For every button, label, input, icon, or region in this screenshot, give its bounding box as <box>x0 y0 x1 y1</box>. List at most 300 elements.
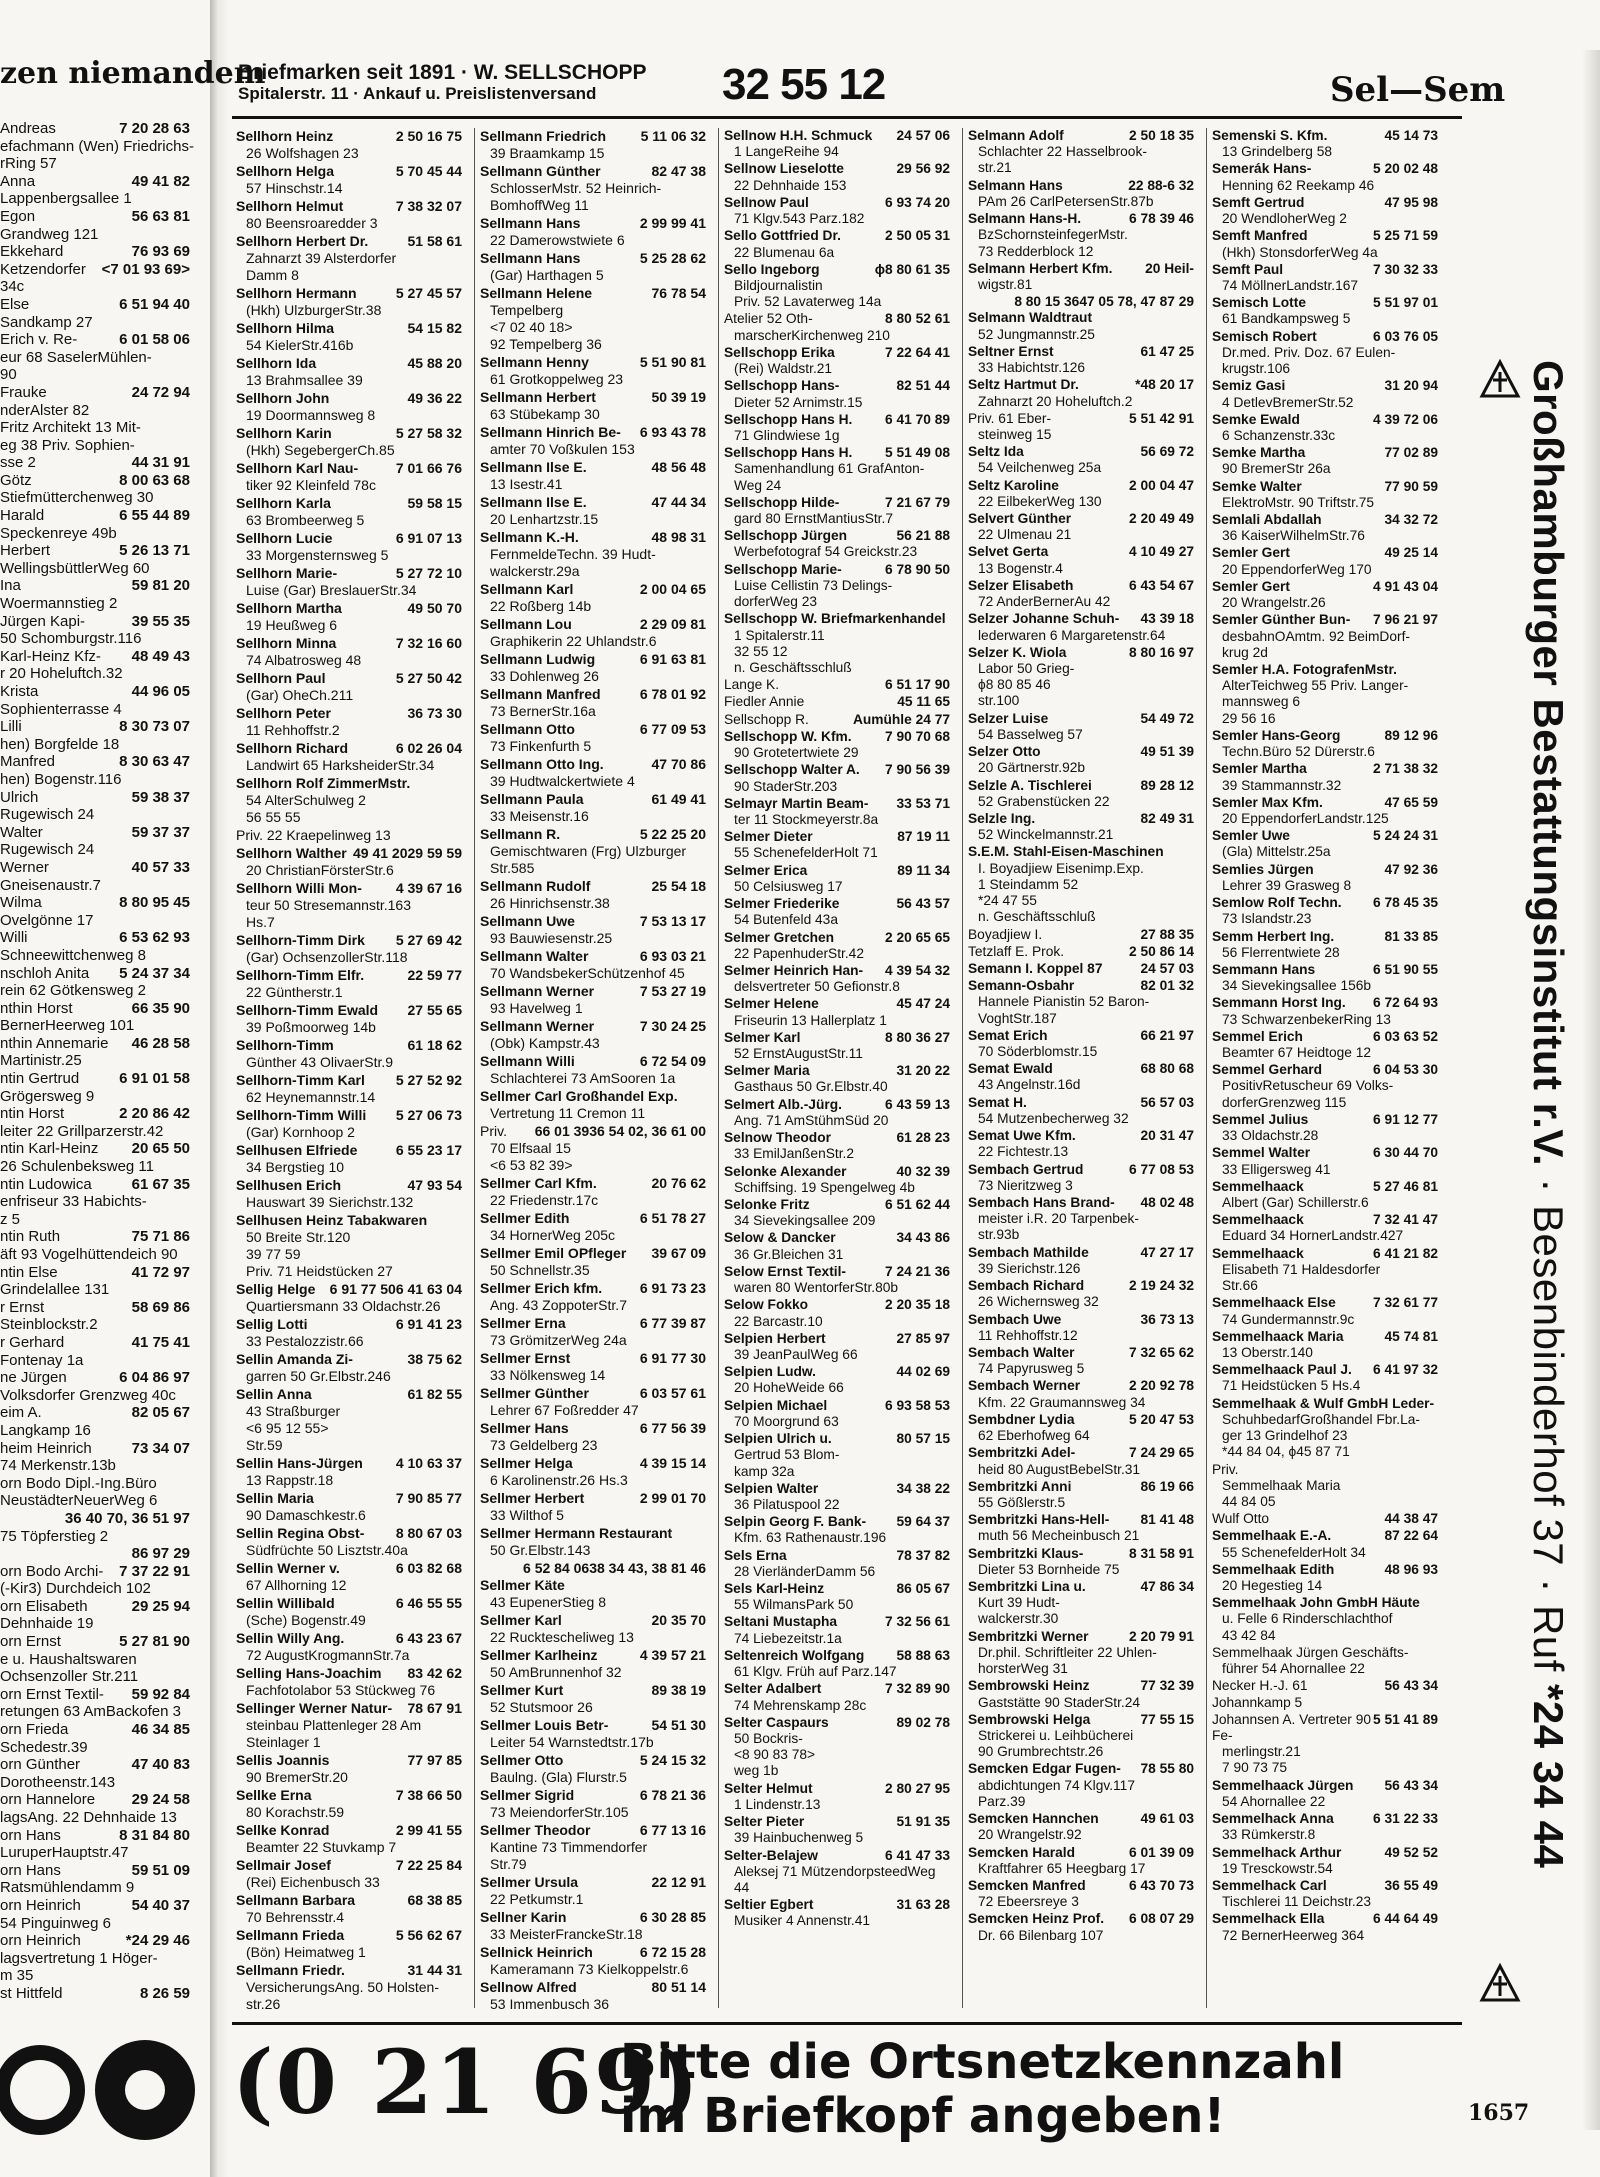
listing-phone: 87 19 11 <box>897 829 950 845</box>
left-listing-number: 59 92 84 <box>131 1685 190 1703</box>
listing-address: 7 90 73 75 <box>1222 1760 1287 1776</box>
listing-entry <box>1212 1062 1442 1111</box>
listing-entry <box>724 1897 954 1929</box>
left-listing-number: 86 97 29 <box>131 1545 190 1563</box>
left-listing-row <box>0 1985 208 2003</box>
listing-phone: 7 32 61 77 <box>1373 1295 1438 1311</box>
left-listing-text: orn Ernst Textil- <box>0 1685 104 1703</box>
listing-address: Kurt 39 Hudt- <box>978 1595 1060 1611</box>
listing-address: 32 55 12 <box>734 643 788 659</box>
listing-entry <box>236 1560 466 1594</box>
listing-address: Tempelberg <box>490 302 564 318</box>
listing-name: Semmelhack Anna <box>1212 1811 1334 1827</box>
listing-name: Selzer Otto <box>968 744 1041 760</box>
left-listing-text: Ochsenzoller Str.211 <box>0 1668 139 1686</box>
listing-column-1 <box>236 128 466 2013</box>
listing-entry <box>236 670 466 704</box>
left-listing-text: äft 93 Vogelhüttendeich 90 <box>0 1246 178 1263</box>
listing-name: Sellhorn Minna <box>236 635 337 651</box>
listing-name: Sellmer Karlheinz <box>480 1647 598 1663</box>
listing-address: (Gar) Harthagen 5 <box>490 267 604 283</box>
listing-address: FernmeldeTechn. 39 Hudt- <box>490 546 656 562</box>
listing-phone: 47 65 59 <box>1384 794 1438 810</box>
listing-entry <box>968 344 1198 376</box>
listing-detail: Fiedler Annie <box>724 694 805 710</box>
listing-entry <box>236 1281 466 1315</box>
listing-address: 33 Wilthof 5 <box>490 1507 564 1523</box>
listing-name: Semler Martha <box>1212 761 1307 777</box>
listing-address: Bildjournalistin <box>734 277 823 293</box>
left-listing-row <box>0 1369 208 1387</box>
advert-phone-number: 32 55 12 <box>722 60 886 109</box>
listing-entry <box>236 1142 466 1176</box>
listing-phone: 56 21 88 <box>896 528 950 544</box>
listing-address: <6 95 12 55> <box>246 1420 329 1436</box>
left-listing-row <box>0 1950 208 1968</box>
listing-name: Sembach Richard <box>968 1278 1085 1294</box>
listing-name: Sellhorn Lucie <box>236 530 333 546</box>
listing-phone: 6 41 47 33 <box>885 1847 950 1863</box>
listing-phone: 6 93 58 53 <box>885 1397 950 1413</box>
header-divider <box>232 116 1462 119</box>
listing-phone: 6 43 59 13 <box>885 1096 950 1112</box>
listing-entry <box>968 1512 1198 1544</box>
listing-address: Henning 62 Reekamp 46 <box>1222 177 1375 193</box>
listing-address: 39 Poßmoorweg 14b <box>246 1019 376 1035</box>
listing-name: Selmer Heinrich Han- <box>724 962 864 978</box>
listing-name: Selzle A. Tischlerei <box>968 777 1092 793</box>
listing-entry <box>724 796 954 828</box>
listing-name: Sellhusen Erich <box>236 1177 342 1193</box>
left-listing-text: heim Heinrich <box>0 1439 92 1457</box>
listing-address: Beamter 22 Stuvkamp 7 <box>246 1839 397 1855</box>
listing-address: Beamter 67 Heidtoge 12 <box>1222 1045 1372 1061</box>
listing-phone: 6 51 78 27 <box>639 1210 706 1226</box>
listing-phone: 7 32 16 60 <box>395 635 462 651</box>
left-listing-text: eur 68 SaselerMühlen- <box>0 348 152 366</box>
listing-phone: 5 25 71 59 <box>1373 228 1438 244</box>
left-listing-number: 8 30 63 47 <box>119 753 190 771</box>
listing-name: Selpien Herbert <box>724 1330 826 1346</box>
listing-address: walckerstr.30 <box>978 1611 1059 1627</box>
listing-phone: 20 Heil- <box>1145 260 1194 276</box>
left-listing-text: Schneewittchenweg 8 <box>0 946 146 964</box>
listing-address: 50 Breite Str.120 <box>246 1229 351 1245</box>
listing-address: weg 1b <box>734 1763 779 1779</box>
listing-address: 33 Rümkerstr.8 <box>1222 1827 1316 1843</box>
listing-name: Sellmann Otto <box>480 721 575 737</box>
left-listing-row <box>0 560 208 578</box>
listing-phone: 39 67 09 <box>651 1245 706 1261</box>
listing-name: Selter Helmut <box>724 1780 813 1796</box>
listing-address: SchlosserMstr. 52 Heinrich- <box>490 180 662 196</box>
left-listing-row <box>0 1422 208 1440</box>
listing-name: Sello Ingeborg <box>724 261 820 277</box>
listing-name: Sellmann Otto Ing. <box>480 756 604 772</box>
listing-name: Sellmann Günther <box>480 163 601 179</box>
listing-entry <box>968 128 1198 177</box>
listing-entry <box>724 228 954 260</box>
listing-name: Sellhorn Karin <box>236 425 332 441</box>
listing-entry <box>724 1331 954 1363</box>
listing-entry <box>724 1297 954 1329</box>
listing-entry <box>724 1364 954 1396</box>
listing-entry <box>236 320 466 354</box>
listing-name: Sellhorn Helga <box>236 163 335 179</box>
listing-address: 22 Blumenau 6a <box>734 244 835 260</box>
listing-name: Sellhorn-Timm Willi <box>236 1107 367 1123</box>
listing-name: Sellmann Hinrich Be- <box>480 424 621 440</box>
listing-phone: 6 93 74 20 <box>885 194 950 210</box>
listing-address: waren 80 WentorferStr.80b <box>734 1280 899 1296</box>
listing-address: Techn.Büro 52 Dürerstr.6 <box>1222 744 1375 760</box>
listing-entry <box>724 128 954 160</box>
listing-entry <box>1212 1511 1442 1527</box>
listing-entry <box>1212 295 1442 327</box>
left-listing-text: orn Elisabeth <box>0 1597 88 1615</box>
listing-name: Selmer Erica <box>724 862 808 878</box>
left-listing-text: Martinistr.25 <box>0 1052 82 1070</box>
listing-phone: 6 51 90 55 <box>1373 961 1438 977</box>
listing-name: Selow Ernst Textil- <box>724 1263 846 1279</box>
listing-entry <box>1212 862 1442 894</box>
listing-address: 90 Grumbrechtstr.26 <box>978 1744 1104 1760</box>
listing-phone: 89 02 78 <box>896 1714 950 1730</box>
listing-entry <box>236 1455 466 1489</box>
listing-address: 54 KielerStr.416b <box>246 337 354 353</box>
listing-entry <box>236 355 466 389</box>
listing-phone: 44 02 69 <box>896 1364 950 1380</box>
listing-entry <box>968 211 1198 260</box>
listing-entry <box>480 913 710 947</box>
listing-name: Sellig Helge <box>236 1281 316 1297</box>
left-listing-number: 5 26 13 71 <box>119 542 190 560</box>
listing-phone: 2 99 01 70 <box>639 1490 706 1506</box>
listing-entry <box>724 694 954 710</box>
listing-phone: 29 59 59 <box>407 845 462 861</box>
listing-entry <box>1212 962 1442 994</box>
listing-entry <box>724 996 954 1028</box>
listing-address: Ang. 43 ZoppoterStr.7 <box>490 1297 627 1313</box>
listing-name: S.E.M. Stahl-Eisen-Maschinen <box>968 844 1164 860</box>
left-listing-text: sse 2 <box>0 454 36 472</box>
listing-name: Sellmer Carl Großhandel Exp. <box>480 1088 678 1104</box>
listing-phone: 22 12 91 <box>651 1874 706 1890</box>
listing-address: Kfm. 63 Rathenaustr.196 <box>734 1530 887 1546</box>
listing-entry <box>480 424 710 458</box>
left-listing-number: 29 25 94 <box>131 1597 190 1615</box>
listing-address: krug 2d <box>1222 644 1268 660</box>
listing-address: (Gla) Mittelstr.25a <box>1222 844 1331 860</box>
listing-name: Sellschopp W. Briefmarkenhandel <box>724 611 946 627</box>
left-listing-text: NeustädterNeuerWeg 6 <box>0 1492 158 1510</box>
left-listing-row <box>0 331 208 349</box>
left-listing-row <box>0 349 208 367</box>
listing-address: 22 Rucktescheliweg 13 <box>490 1629 634 1645</box>
listing-phone: 68 38 85 <box>407 1892 462 1908</box>
listing-name: Sellmann Friedrich <box>480 128 607 144</box>
listing-entry <box>1212 1562 1442 1594</box>
left-listing-row <box>0 683 208 701</box>
listing-address: 50 AmBrunnenhof 32 <box>490 1664 622 1680</box>
listing-phone: 47 93 54 <box>407 1177 462 1193</box>
left-listing-text: Jürgen Kapi- <box>0 612 86 630</box>
left-listing-row <box>0 1352 208 1370</box>
listing-name: Semmelhaack <box>1212 1178 1304 1194</box>
left-listing-row <box>0 1299 208 1317</box>
listing-name: Seltner Ernst <box>968 343 1054 359</box>
listing-name: Selmer Maria <box>724 1063 810 1079</box>
left-listing-text: orn Heinrich <box>0 1932 81 1950</box>
listing-entry <box>236 775 466 826</box>
listing-name: Sellmer Ernst <box>480 1350 571 1366</box>
listing-entry <box>480 128 710 162</box>
listing-address: Quartiersmann 33 Oldachstr.26 <box>246 1298 441 1314</box>
listing-name: Sellhorn Rolf ZimmerMstr. <box>236 775 411 791</box>
left-listing-row <box>0 472 208 490</box>
listing-phone: 7 32 41 47 <box>1373 1212 1438 1228</box>
listing-phone: 7 96 21 97 <box>1373 612 1438 628</box>
listing-name: Sellmer Käte <box>480 1577 565 1593</box>
listing-phone: 31 44 31 <box>407 1962 462 1978</box>
listing-phone: 6 72 54 09 <box>639 1053 706 1069</box>
listing-name: Sellschopp W. Kfm. <box>724 728 852 744</box>
listing-phone: 6 78 90 50 <box>885 561 950 577</box>
listing-entry <box>968 1345 1198 1377</box>
listing-phone: 6 93 03 21 <box>639 948 706 964</box>
listing-entry <box>480 826 710 877</box>
listing-address: Vertretung 11 Cremon 11 <box>490 1105 646 1121</box>
listing-phone: 6 77 56 39 <box>639 1420 706 1436</box>
left-listing-text: efachmann (Wen) Friedrichs- <box>0 137 194 155</box>
listing-entry <box>1212 1246 1442 1295</box>
listing-address: 22 Friedenstr.17c <box>490 1192 599 1208</box>
listing-address: teur 50 Stresemannstr.163 <box>246 897 411 913</box>
listing-entry <box>236 1002 466 1036</box>
listing-address: 43 EupenerStieg 8 <box>490 1594 606 1610</box>
funeral-banner <box>1472 360 1572 1960</box>
left-listing-row <box>0 824 208 842</box>
left-listing-text: (-Kir3) Durchdeich 102 <box>0 1580 151 1598</box>
listing-phone: 8 80 67 03 <box>395 1525 462 1541</box>
listing-name: Sembach Gertrud <box>968 1161 1084 1177</box>
listing-phone: 7 90 85 77 <box>395 1490 462 1506</box>
listing-detail: Tetzlaff E. Prok. <box>968 943 1065 959</box>
left-listing-number: 76 93 69 <box>131 243 190 261</box>
listing-entry <box>480 1682 710 1716</box>
listing-address: Str.585 <box>490 860 535 876</box>
listing-address: 74 Papyrusweg 5 <box>978 1361 1085 1377</box>
listing-address: Südfrüchte 50 Lisztstr.40a <box>246 1542 408 1558</box>
listing-phone: 7 30 32 33 <box>1373 261 1438 277</box>
listing-name: Selmann Hans-H. <box>968 211 1082 227</box>
listing-address: 22 Güntherstr.1 <box>246 984 343 1000</box>
left-listing-row <box>0 1545 208 1563</box>
listing-name: Selonke Alexander <box>724 1163 847 1179</box>
listing-name: Semler Günther Bun- <box>1212 612 1351 628</box>
left-listing-row <box>0 771 208 789</box>
left-listing-row <box>0 1035 208 1053</box>
left-listing-text: r Ernst <box>0 1298 45 1316</box>
listing-phone: 36 73 13 <box>1140 1311 1194 1327</box>
listing-phone: 40 32 39 <box>896 1163 950 1179</box>
listing-address: 6 Karolinenstr.26 Hs.3 <box>490 1472 628 1488</box>
left-listing-row <box>0 1475 208 1493</box>
listing-name: Sellmann Ludwig <box>480 651 596 667</box>
listing-name: Semlali Abdallah <box>1212 512 1322 528</box>
left-listing-row <box>0 577 208 595</box>
listing-name: Sellmer Otto <box>480 1752 564 1768</box>
book-spine <box>210 0 230 2177</box>
listing-address: (Gar) OchsenzollerStr.118 <box>246 949 408 965</box>
listing-name: Semcken Hannchen <box>968 1811 1099 1827</box>
listing-phone: 58 88 63 <box>896 1647 950 1663</box>
listing-address: 73 MeiendorferStr.105 <box>490 1804 629 1820</box>
left-listing-text: Speckenreye 49b <box>0 524 117 542</box>
listing-entry <box>480 163 710 214</box>
funeral-banner-address: · Besenbinderhof 37 · Ruf <box>1525 1166 1572 1685</box>
left-listing-text: Walter <box>0 823 43 841</box>
listing-phone: 51 58 61 <box>407 233 462 249</box>
left-listing-text: WellingsbüttlerWeg 60 <box>0 559 150 577</box>
listing-address: steinweg 15 <box>978 426 1052 442</box>
listing-address: Kameramann 73 Kielkoppelstr.6 <box>490 1961 689 1977</box>
page-number: 1657 <box>1468 2100 1530 2126</box>
listing-name: Sellmann Ilse E. <box>480 459 587 475</box>
left-listing-row <box>0 841 208 859</box>
listing-entry <box>236 1595 466 1629</box>
listing-address: str.93b <box>978 1227 1020 1243</box>
listing-entry <box>968 1546 1198 1578</box>
listing-address: <7 02 40 18> <box>490 319 573 335</box>
listing-address: 80 Korachstr.59 <box>246 1804 345 1820</box>
listing-phone: 5 27 72 10 <box>395 565 462 581</box>
listing-address: Str.66 <box>1222 1278 1258 1294</box>
listing-phone: 7 21 67 79 <box>885 494 950 510</box>
listing-phone: 8 80 15 36 <box>1014 294 1080 310</box>
listing-name: Selpien Ulrich u. <box>724 1431 832 1447</box>
column-divider <box>474 128 475 2008</box>
listing-phone: 5 51 41 89 <box>1373 1711 1438 1727</box>
listing-phone: 5 51 49 08 <box>885 445 950 461</box>
listing-entry <box>236 932 466 966</box>
listing-address: Weg 24 <box>734 477 782 493</box>
listing-phone: 38 75 62 <box>407 1351 462 1367</box>
left-listing-text: ntin Karl-Heinz <box>0 1140 99 1158</box>
listing-address: 39 Hainbuchenweg 5 <box>734 1830 864 1846</box>
listing-entry <box>968 1095 1198 1127</box>
listing-address: 28 VierländerDamm 56 <box>734 1563 876 1579</box>
listing-address: 63 Stübekamp 30 <box>490 406 600 422</box>
listing-phone: 49 25 14 <box>1384 545 1438 561</box>
listing-entry <box>1212 728 1442 760</box>
listing-entry <box>480 948 710 982</box>
listing-address: (Rei) Eichenbusch 33 <box>246 1874 380 1890</box>
funeral-banner-phone: *24 34 44 <box>1525 1684 1572 1869</box>
listing-entry <box>236 1386 466 1454</box>
left-listing-number: 58 69 86 <box>131 1298 190 1316</box>
listing-name: Semmelhaack Jürgen <box>1212 1777 1354 1793</box>
listing-entry <box>236 425 466 459</box>
listing-phone: 66 21 97 <box>1140 1027 1194 1043</box>
listing-entry <box>236 1892 466 1926</box>
listing-detail: Necker H.-J. 61 Johannkamp 5 <box>1212 1678 1308 1710</box>
listing-entry <box>724 378 954 410</box>
listing-name: Sels Karl-Heinz <box>724 1581 825 1597</box>
left-listing-text: Ratsmühlendamm 9 <box>0 1879 135 1897</box>
listing-name: Sellmann Willi <box>480 1053 575 1069</box>
listing-name: Selzer Johanne Schuh- <box>968 611 1120 627</box>
listing-entry <box>236 1857 466 1891</box>
listing-entry <box>968 1028 1198 1060</box>
listing-address: <6 53 82 39> <box>490 1157 573 1173</box>
listing-entry <box>480 1717 710 1751</box>
listing-address: Strickerei u. Leihbücherei <box>978 1728 1134 1743</box>
listing-entry <box>236 1177 466 1211</box>
left-listing-row <box>0 1580 208 1598</box>
listing-address: Baulng. (Gla) Flurstr.5 <box>490 1769 627 1785</box>
listing-name: Sembach Mathilde <box>968 1244 1089 1260</box>
left-listing-row <box>0 1123 208 1141</box>
left-listing-row <box>0 630 208 648</box>
left-listing-text: orn Günther <box>0 1756 81 1774</box>
listing-address: muth 56 Mecheinbusch 21 <box>978 1528 1140 1544</box>
listing-entry <box>480 1490 710 1524</box>
listing-phone: 36 73 30 <box>407 705 462 721</box>
listing-address: 62 Heynemannstr.14 <box>246 1089 376 1105</box>
listing-name: Semmelhaak E.-A. <box>1212 1528 1332 1544</box>
listing-address: Graphikerin 22 Uhlandstr.6 <box>490 633 657 649</box>
left-listing-text: Volksdorfer Grenzweg 40c <box>0 1386 176 1404</box>
left-listing-row <box>0 1000 208 1018</box>
listing-address: AlterTeichweg 55 Priv. Langer- <box>1222 678 1409 694</box>
listing-entry <box>236 880 466 931</box>
listing-phone: 2 20 65 65 <box>885 929 950 945</box>
listing-entry <box>236 530 466 564</box>
left-listing-text: nthin Annemarie <box>0 1034 109 1052</box>
listing-entry <box>480 1053 710 1087</box>
left-listing-row <box>0 278 208 296</box>
listing-phone: 6 30 28 85 <box>639 1909 706 1925</box>
advert-line-1: Briefmarken seit 1891 · W. SELLSCHOPP <box>238 61 647 84</box>
listing-name: Semft Paul <box>1212 261 1284 277</box>
listing-address: Dieter 53 Bornheide 75 <box>978 1561 1120 1577</box>
listing-address: 39 Sierichstr.126 <box>978 1260 1081 1276</box>
listing-phone: 82 49 31 <box>1140 810 1194 826</box>
listing-phone: 20 76 62 <box>651 1175 706 1191</box>
listing-phone: 44 38 47 <box>1384 1511 1438 1527</box>
listing-entry <box>968 578 1198 610</box>
listing-entry <box>1212 662 1442 727</box>
listing-address: ger 13 Grindelhof 23 <box>1222 1428 1348 1444</box>
listing-address: u. Felle 6 Rinderschlachthof <box>1222 1611 1393 1627</box>
listing-name: Seltani Mustapha <box>724 1614 838 1630</box>
listing-phone: 2 99 41 55 <box>395 1822 462 1838</box>
left-listing-row <box>0 1070 208 1088</box>
listing-phone: Aumühle 24 77 <box>852 711 950 727</box>
listing-name: Sembach Uwe <box>968 1311 1062 1327</box>
listing-phone: 6 43 70 73 <box>1129 1877 1194 1893</box>
listing-entry <box>480 494 710 528</box>
listing-address: 26 Hinrichsenstr.38 <box>490 895 610 911</box>
listing-phone: 4 39 15 14 <box>639 1455 706 1471</box>
listing-entry <box>968 294 1198 343</box>
listing-name: Sellhorn Martha <box>236 600 342 616</box>
listing-name: Sellmann Manfred <box>480 686 601 702</box>
left-listing-row <box>0 1932 208 1950</box>
listing-entry <box>968 944 1198 960</box>
listing-phone: 7 22 64 41 <box>885 344 950 360</box>
